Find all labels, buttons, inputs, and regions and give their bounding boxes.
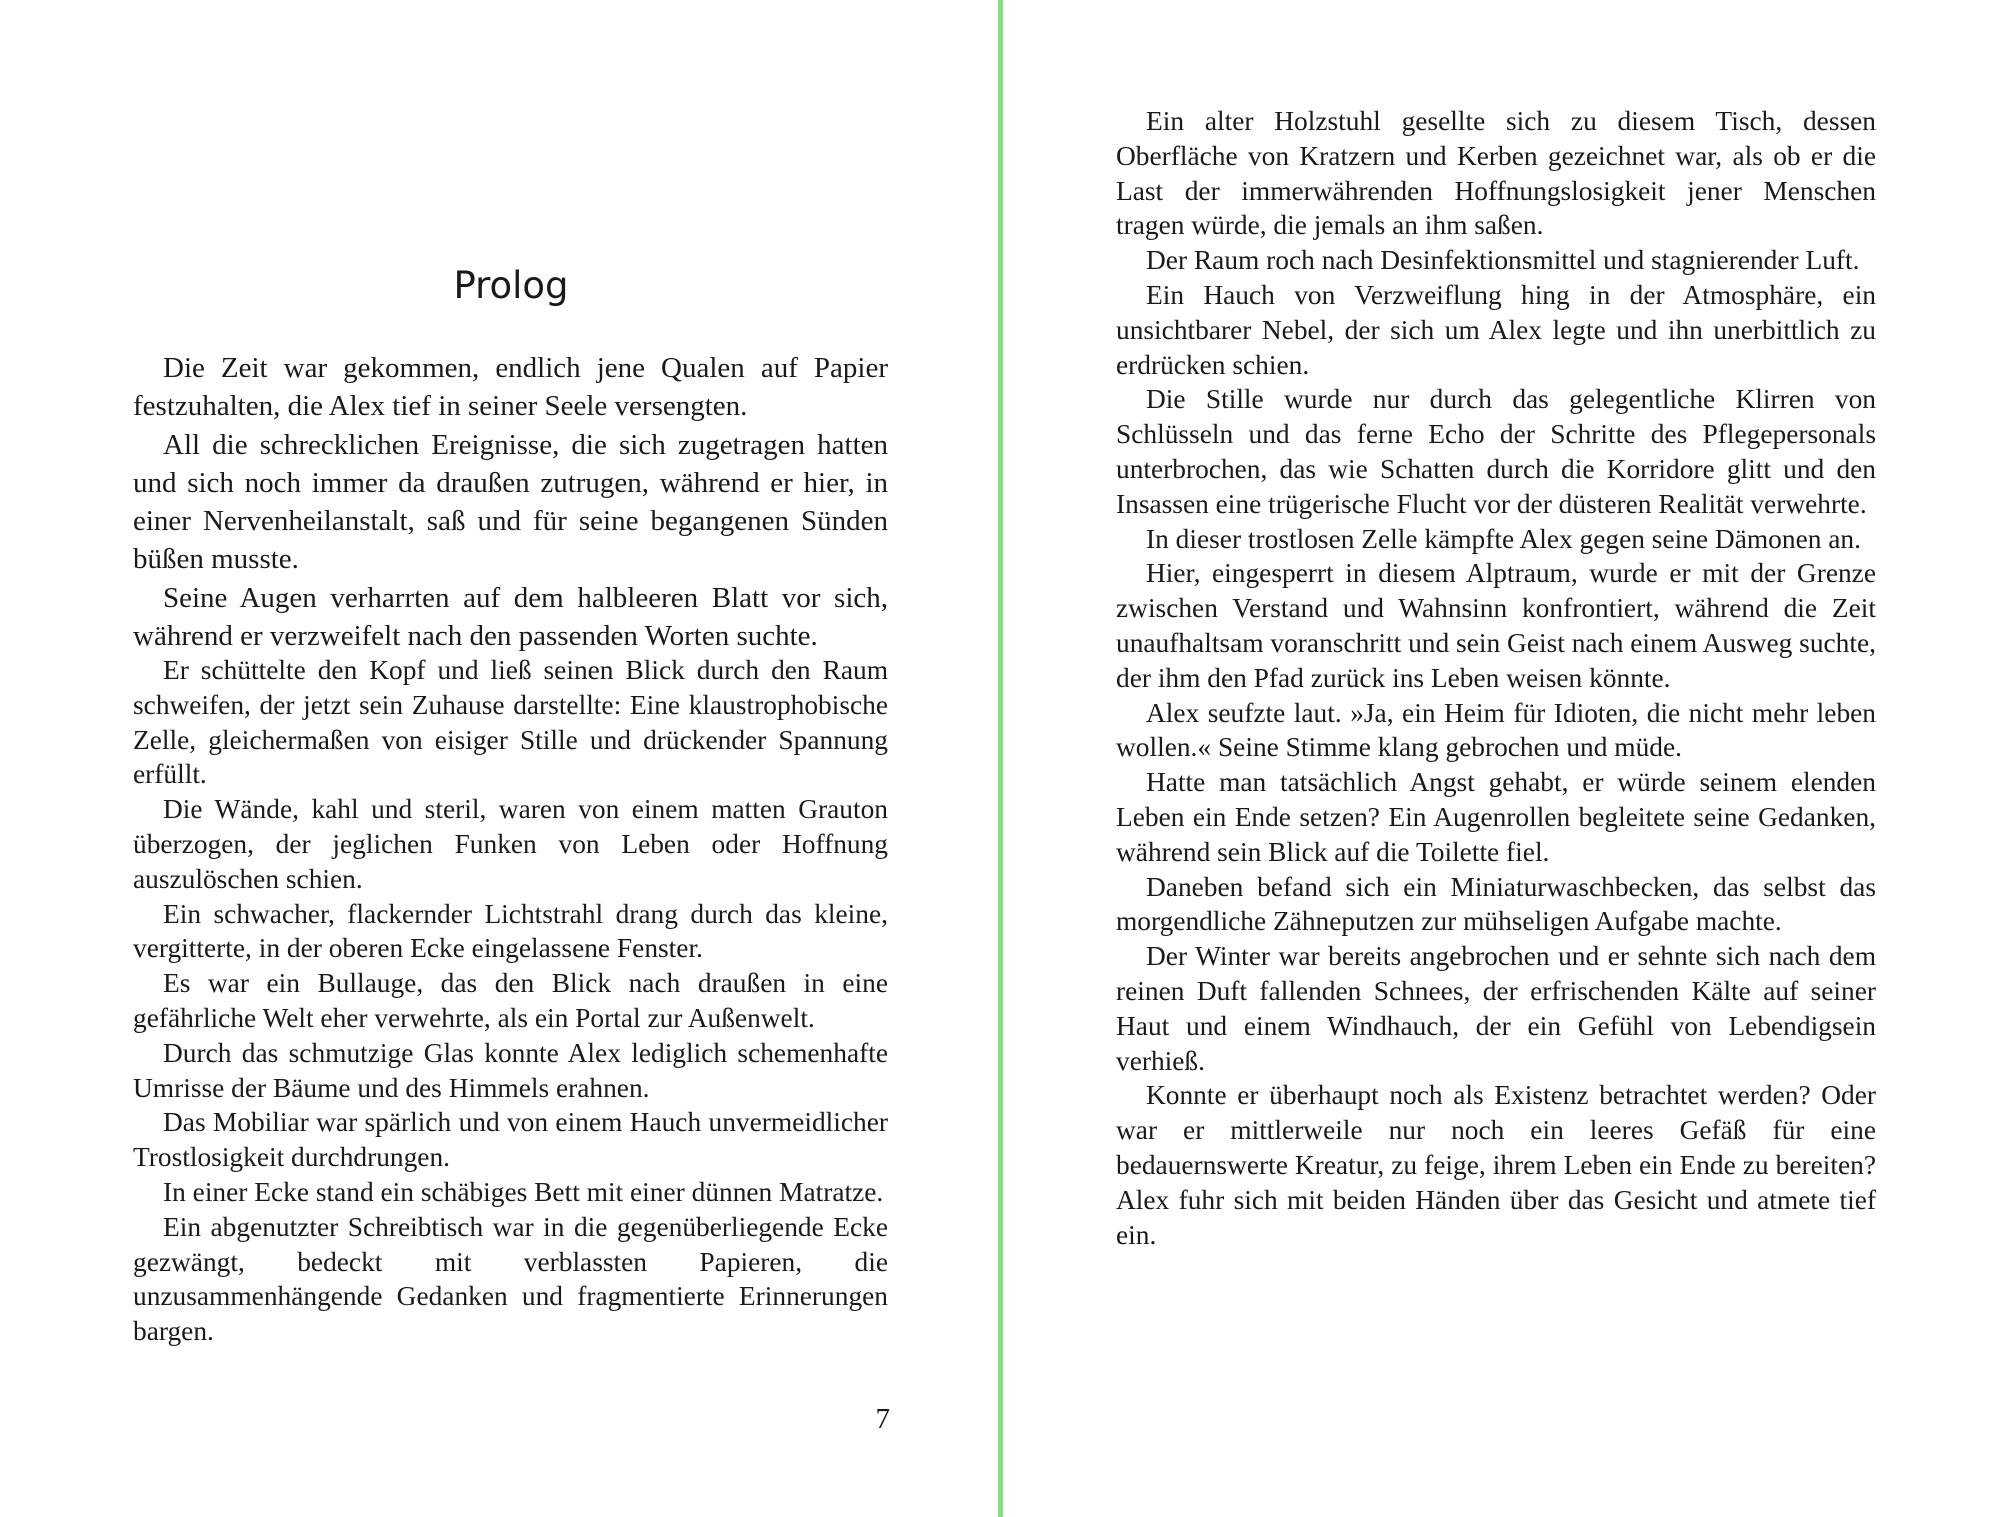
paragraph: Die Wände, kahl und steril, waren von einem matten Grauton überzogen, der jeglichen Funken von Leben oder Hoffnung auszulöschen schien.: [133, 794, 888, 894]
paragraph: Die Zeit war gekommen, endlich jene Qualen auf Papier festzuhalten, die Alex tief in seiner Seele versengten.: [133, 352, 888, 423]
paragraph: Ein Hauch von Verzweiflung hing in der Atmosphäre, ein unsichtbarer Nebel, der sich um Alex legte und ihn unerbittlich zu erdrücken schien.: [1116, 279, 1876, 380]
left-body-text: [133, 653, 888, 1349]
chapter-title: Prolog: [453, 264, 569, 307]
right-body-text: [1116, 104, 1876, 1252]
paragraph: Der Raum roch nach Desinfektionsmittel und stagnierender Luft.: [1146, 245, 1860, 276]
paragraph: In dieser trostlosen Zelle kämpfte Alex gegen seine Dämonen an.: [1146, 523, 1861, 554]
paragraph: Ein abgenutzter Schreibtisch war in die gegenüberliegende Ecke gezwängt, bedeckt mit verblassten Papieren, die unzusammenhängende Gedanken und fragmentierte Erinnerungen bargen.: [133, 1211, 888, 1347]
paragraph: Hatte man tatsächlich Angst gehabt, er würde seinem elenden Leben ein Ende setzen? Ein Augenrollen begleitete seine Gedanken, während sein Blick auf die Toilette fiel.: [1116, 767, 1876, 867]
paragraph: Das Mobiliar war spärlich und von einem Hauch unvermeidlicher Trostlosigkeit durchdrungen.: [133, 1107, 888, 1173]
paragraph: Er schüttelte den Kopf und ließ seinen Blick durch den Raum schweifen, der jetzt sein Zuhause darstellte: Eine klaustrophobische Zelle, gleichermaßen von eisiger Stille und drückender Spannung erfüllt.: [133, 655, 888, 790]
paragraph: Alex seufzte laut. »Ja, ein Heim für Idioten, die nicht mehr leben wollen.« Seine Stimme klang gebrochen und müde.: [1116, 697, 1876, 763]
right-page: [1003, 0, 2000, 1517]
paragraph: Durch das schmutzige Glas konnte Alex lediglich schemenhafte Umrisse der Bäume und des Himmels erahnen.: [133, 1037, 888, 1103]
paragraph: Hier, eingesperrt in diesem Alptraum, wurde er mit der Grenze zwischen Verstand und Wahnsinn konfrontiert, während die Zeit unaufhaltsam voranschritt und sein Geist nach einem Ausweg suchte, der ihm den Pfad zurück ins Leben weisen könnte.: [1116, 558, 1876, 693]
paragraph: Die Stille wurde nur durch das gelegentliche Klirren von Schlüsseln und das ferne Echo der Schritte des Pflegepersonals unterbrochen, das wie Schatten durch die Korridore glitt und den Insassen eine trügerische Flucht vor der düsteren Realität verwehrte.: [1116, 384, 1876, 519]
paragraph: Ein schwacher, flackernder Lichtstrahl drang durch das kleine, vergitterte, in der oberen Ecke eingelassene Fenster.: [133, 898, 888, 964]
page-number: 7: [875, 1403, 890, 1435]
paragraph: Der Winter war bereits angebrochen und er sehnte sich nach dem reinen Duft fallenden Schnees, der erfrischenden Kälte auf seiner Haut und einem Windhauch, der ein Gefühl von Lebendigsein verhieß.: [1116, 941, 1876, 1076]
paragraph: Seine Augen verharrten auf dem halbleeren Blatt vor sich, während er verzweifelt nach den passenden Worten suchte.: [133, 581, 888, 653]
paragraph: Ein alter Holzstuhl gesellte sich zu diesem Tisch, dessen Oberfläche von Kratzern und Kerben gezeichnet war, als ob er die Last der immerwährenden Hoffnungslosigkeit jener Menschen tragen würde, die jemals an ihm saßen.: [1116, 106, 1876, 241]
left-body-text-large: [133, 349, 888, 655]
paragraph: Es war ein Bullauge, das den Blick nach draußen in eine gefährliche Welt eher verwehrte, als ein Portal zur Außenwelt.: [133, 968, 888, 1033]
paragraph: All die schrecklichen Ereignisse, die sich zugetragen hatten und sich noch immer da draußen zutrugen, während er hier, in einer Nervenheilanstalt, saß und für seine begangenen Sünden büßen musste.: [133, 428, 888, 576]
paragraph: In einer Ecke stand ein schäbiges Bett mit einer dünnen Matratze.: [163, 1176, 884, 1207]
paragraph: Konnte er überhaupt noch als Existenz betrachtet werden? Oder war er mittlerweile nur noch ein leeres Gefäß für eine bedauernswerte Kreatur, zu feige, ihrem Leben ein Ende zu bereiten? Alex fuhr sich mit beiden Händen über das Gesicht und atmete tief ein.: [1116, 1080, 1876, 1250]
paragraph: Daneben befand sich ein Miniaturwaschbecken, das selbst das morgendliche Zähneputzen zur mühseligen Aufgabe machte.: [1116, 871, 1876, 937]
left-page: [0, 0, 998, 1517]
